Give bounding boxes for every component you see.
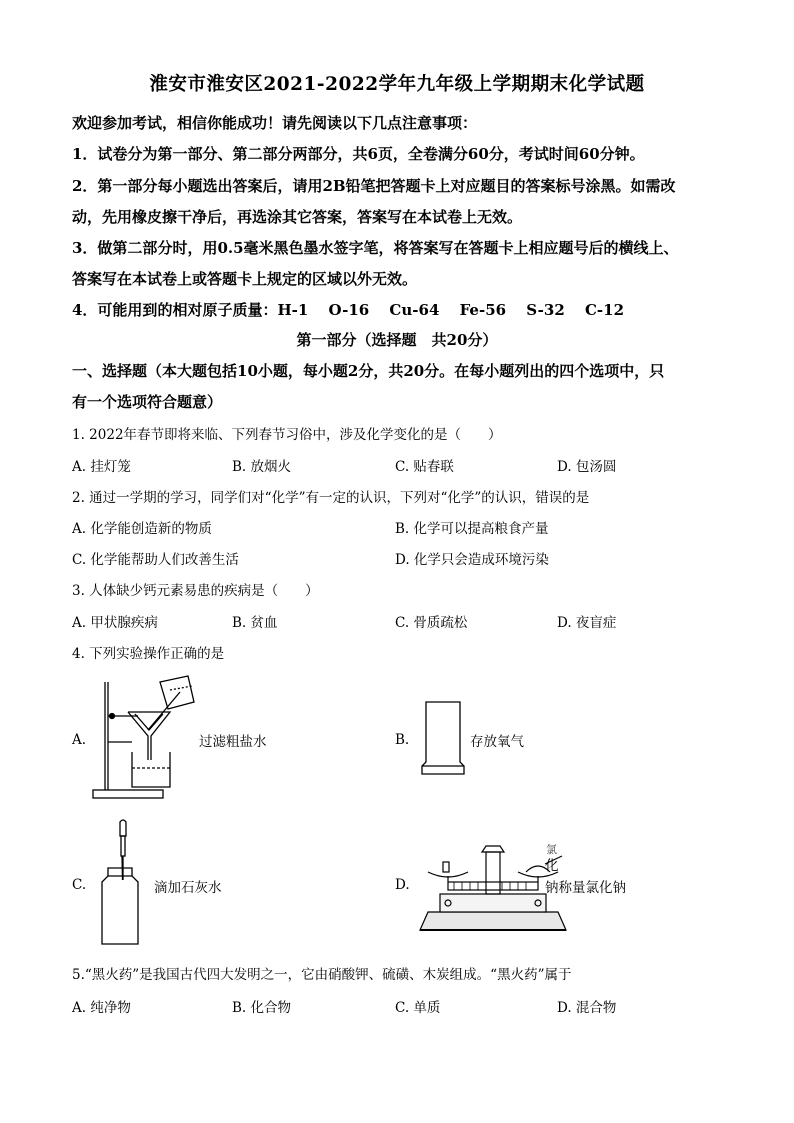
section-one-heading-a: 一、选择题（本大题包括10小题，每小题2分，共20分。在每小题列出的四个选项中，只: [72, 362, 665, 380]
question-1-option-a: A. 挂灯笼: [72, 459, 131, 475]
question-4-option-a-letter: A.: [72, 732, 87, 748]
notice-intro: 欢迎参加考试，相信你能成功！请先阅读以下几点注意事项：: [72, 114, 478, 132]
notice-line-3b: 答案写在本试卷上或答题卡上规定的区域以外无效。: [72, 270, 418, 288]
question-2-option-a: A. 化学能创造新的物质: [72, 521, 212, 537]
dropper-bottle-diagram: [98, 818, 148, 948]
question-3-option-d: D. 夜盲症: [557, 615, 617, 631]
question-3-option-c: C. 骨质疏松: [395, 615, 468, 631]
question-1-option-d: D. 包汤圆: [557, 459, 617, 475]
question-1-option-c: C. 贴春联: [395, 459, 454, 475]
question-5-stem: 5.“黑火药”是我国古代四大发明之一，它由硝酸钾、硫磺、木炭组成。“黑火药”属于: [72, 967, 572, 983]
question-4-option-b-letter: B.: [395, 732, 410, 748]
filtration-apparatus-diagram: [88, 672, 198, 802]
question-3-option-b: B. 贫血: [232, 615, 278, 631]
question-5-option-c: C. 单质: [395, 1000, 441, 1016]
question-3-stem: 3. 人体缺少钙元素易患的疾病是（ ）: [72, 583, 319, 599]
question-4-option-a-label: 过滤粗盐水: [199, 734, 267, 750]
page-title: 淮安市淮安区2021-2022学年九年级上学期期末化学试题: [149, 74, 645, 95]
question-4-option-d-letter: D.: [395, 877, 410, 893]
question-5-option-a: A. 纯净物: [72, 1000, 131, 1016]
notice-line-1: 1．试卷分为第一部分、第二部分两部分，共6页，全卷满分60分，考试时间60分钟。: [72, 145, 645, 163]
gas-jar-diagram: [418, 700, 468, 780]
question-2-option-c: C. 化学能帮助人们改善生活: [72, 552, 239, 568]
notice-line-3a: 3．做第二部分时，用0.5毫米黑色墨水签字笔，将答案写在答题卡上相应题号后的横线上、: [72, 239, 679, 257]
question-2-option-b: B. 化学可以提高粮食产量: [395, 521, 549, 537]
notice-line-4: 4．可能用到的相对原子质量：H-1 O-16 Cu-64 Fe-56 S-32 C-12: [72, 301, 625, 319]
question-5-option-d: D. 混合物: [557, 1000, 617, 1016]
question-4-option-b-label: 存放氧气: [470, 734, 524, 750]
notice-line-2a: 2．第一部分每小题选出答案后，请用2B铅笔把答题卡上对应题目的答案标号涂黑。如需改: [72, 177, 676, 195]
question-3-option-a: A. 甲状腺疾病: [72, 615, 158, 631]
question-4-option-d-label-top: 化: [545, 858, 559, 874]
question-4-option-d-label: 钠称量氯化钠: [545, 880, 626, 896]
question-4-stem: 4. 下列实验操作正确的是: [72, 646, 225, 662]
question-1-stem: 1. 2022年春节即将来临、下列春节习俗中，涉及化学变化的是（ ）: [72, 427, 502, 443]
section-one-heading-b: 有一个选项符合题意）: [72, 393, 223, 411]
part-one-heading: 第一部分（选择题 共20分）: [296, 331, 498, 349]
question-4-option-c-letter: C.: [72, 877, 87, 893]
notice-line-2b: 动，先用橡皮擦干净后，再选涂其它答案，答案写在本试卷上无效。: [72, 208, 523, 226]
question-2-stem: 2. 通过一学期的学习，同学们对“化学”有一定的认识，下列对“化学”的认识，错误的是: [72, 490, 590, 506]
question-1-option-b: B. 放烟火: [232, 459, 292, 475]
question-5-option-b: B. 化合物: [232, 1000, 292, 1016]
question-2-option-d: D. 化学只会造成环境污染: [395, 552, 549, 568]
question-4-option-c-label: 滴加石灰水: [154, 880, 222, 896]
question-4-option-d-cut-char: 氯: [546, 843, 557, 856]
